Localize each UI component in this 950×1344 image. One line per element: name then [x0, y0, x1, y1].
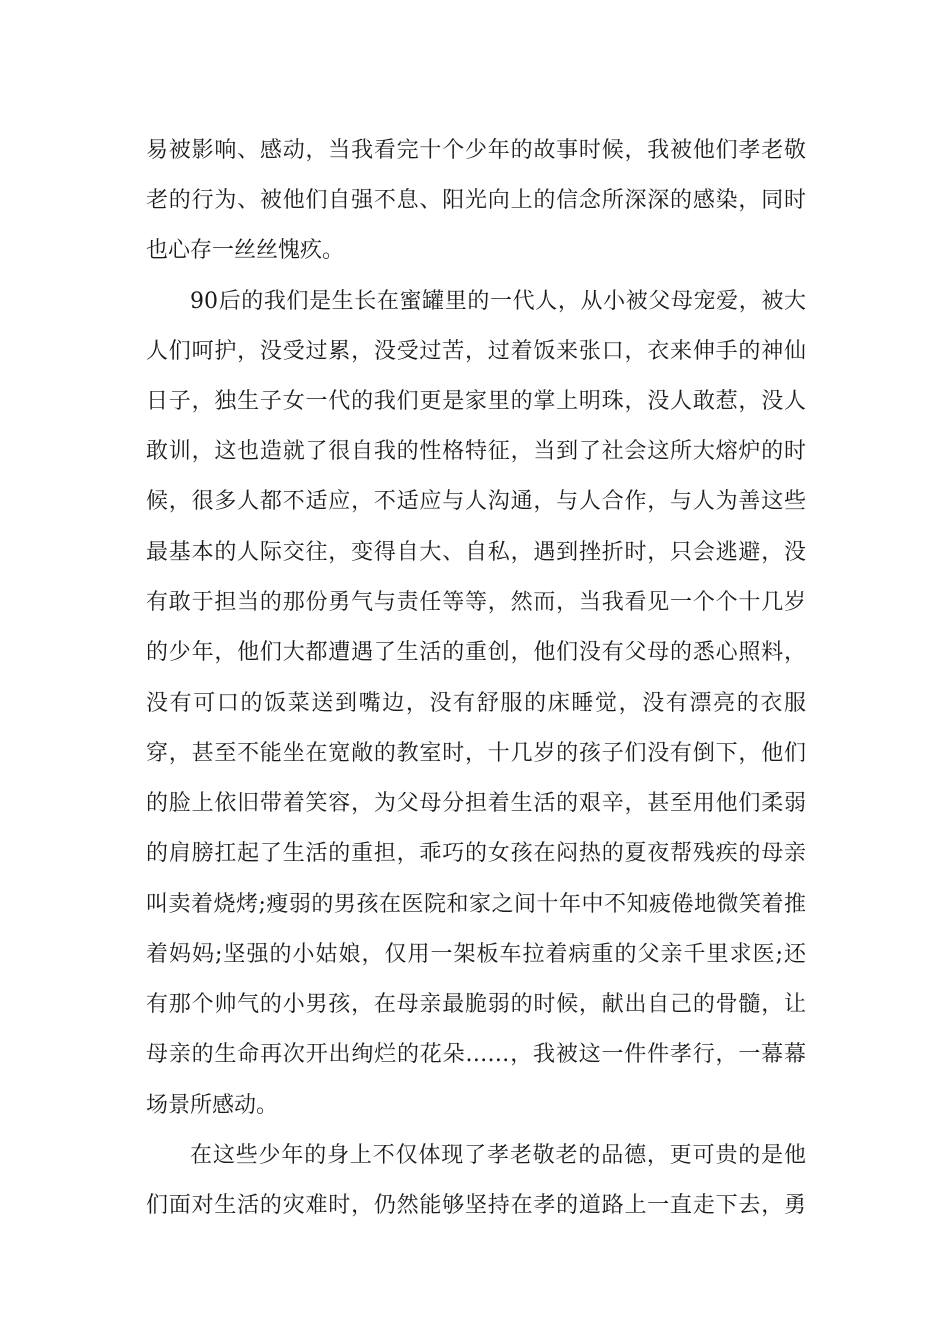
- paragraph-first-line: 在这些少年的身上不仅体现了孝老敬老的品德，更可贵的是他: [190, 1143, 806, 1168]
- paragraph-first-line: 90后的我们是生长在蜜罐里的一代人，从小被父母宠爱，被大: [190, 289, 806, 314]
- text-line: 母亲的生命再次开出绚烂的花朵……，我被这一件件孝行，一幕幕: [146, 1042, 806, 1067]
- text-line: 的脸上依旧带着笑容，为父母分担着生活的艰辛，甚至用他们柔弱: [146, 791, 806, 816]
- text-line: 老的行为、被他们自强不息、阳光向上的信念所深深的感染，同时: [146, 188, 806, 213]
- text-line: 场景所感动。: [146, 1093, 279, 1118]
- text-line: 敢训，这也造就了很自我的性格特征，当到了社会这所大熔炉的时: [146, 439, 806, 464]
- text-line: 候，很多人都不适应，不适应与人沟通，与人合作，与人为善这些: [146, 489, 806, 514]
- text-line: 们面对生活的灾难时，仍然能够坚持在孝的道路上一直走下去，勇: [146, 1193, 806, 1218]
- text-line: 易被影响、感动，当我看完十个少年的故事时候，我被他们孝老敬: [146, 138, 806, 163]
- text-line: 叫卖着烧烤;瘦弱的男孩在医院和家之间十年中不知疲倦地微笑着推: [146, 892, 806, 917]
- text-line: 日子，独生子女一代的我们更是家里的掌上明珠，没人敢惹，没人: [146, 389, 806, 414]
- text-line: 穿，甚至不能坐在宽敞的教室时，十几岁的孩子们没有倒下，他们: [146, 741, 806, 766]
- text-line: 人们呵护，没受过累，没受过苦，过着饭来张口，衣来伸手的神仙: [146, 339, 806, 364]
- text-line: 没有可口的饭菜送到嘴边，没有舒服的床睡觉，没有漂亮的衣服: [146, 691, 806, 716]
- text-line: 着妈妈;坚强的小姑娘，仅用一架板车拉着病重的父亲千里求医;还: [146, 942, 806, 967]
- text-line: 有那个帅气的小男孩，在母亲最脆弱的时候，献出自己的骨髓，让: [146, 992, 806, 1017]
- text-line: 有敢于担当的那份勇气与责任等等，然而，当我看见一个个十几岁: [146, 590, 806, 615]
- text-line: 最基本的人际交往，变得自大、自私，遇到挫折时，只会逃避，没: [146, 540, 806, 565]
- text-line: 的少年，他们大都遭遇了生活的重创，他们没有父母的悉心照料，: [146, 640, 806, 665]
- text-line: 也心存一丝丝愧疚。: [146, 238, 345, 263]
- text-line: 的肩膀扛起了生活的重担，乖巧的女孩在闷热的夏夜帮残疾的母亲: [146, 841, 806, 866]
